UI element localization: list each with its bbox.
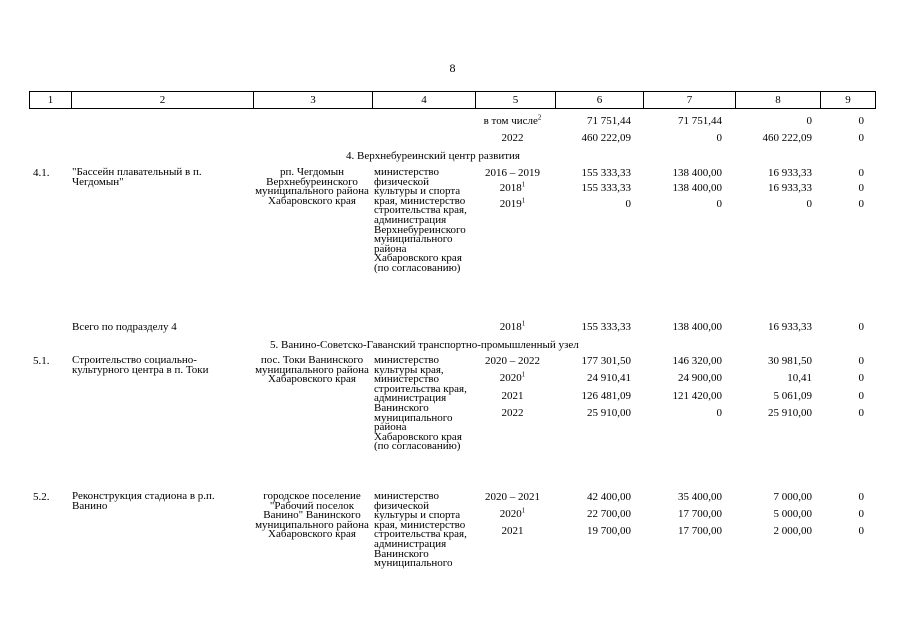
value-cell: 460 222,09 [762,132,812,144]
value-cell: 155 333,33 [581,167,631,179]
column-header: 8 [736,92,821,109]
value-cell: 0 [858,355,864,367]
value-cell: 10,41 [787,372,812,384]
value-cell: 138 400,00 [672,182,722,194]
value-cell: 30 981,50 [768,355,812,367]
value-cell: 460 222,09 [581,132,631,144]
item-executors: министерство физической культуры и спорта края, министерство строительства края, администрация Верхнебуреинского муниципального района Хабаровского края (по согласованию) [374,166,467,274]
column-header-row [29,91,876,109]
value-cell: 138 400,00 [672,167,722,179]
value-cell: 146 320,00 [672,355,722,367]
value-cell: 16 933,33 [768,321,812,333]
value-cell: 0 [625,198,631,210]
value-cell: 35 400,00 [678,491,722,503]
column-header: 9 [821,92,876,109]
period-cell: 2020$^1$ [499,370,526,384]
value-cell: 0 [858,372,864,384]
section-heading: 5. Ванино-Советско-Гаванский транспортно-промышленный узел [270,339,579,351]
column-header: 5 [476,92,556,109]
item-executors: министерство культуры края, министерство строительства края, администрация Ванинского муниципального района Хабаровского края (по согласованию) [374,354,467,453]
value-cell: 22 700,00 [587,508,631,520]
column-header: 6 [556,92,644,109]
period-cell: 2021 [501,525,524,537]
page-number: 8 [449,61,456,75]
value-cell: 0 [716,132,722,144]
item-executors: министерство физической культуры и спорта края, министерство строительства края, администрация Ванинского муниципального [374,490,467,570]
value-cell: 0 [806,198,812,210]
section-heading: 4. Верхнебуреинский центр развития [346,150,520,162]
value-cell: 0 [858,167,864,179]
period-cell: 2020 – 2021 [485,491,540,503]
period-cell: в том числе$^2$ [483,113,542,127]
value-cell: 5 061,09 [773,390,812,402]
value-cell: 16 933,33 [768,182,812,194]
period-cell: 2022 [501,407,524,419]
value-cell: 0 [858,132,864,144]
value-cell: 121 420,00 [672,390,722,402]
period-cell: 2020 – 2022 [485,355,540,367]
value-cell: 0 [858,182,864,194]
value-cell: 155 333,33 [581,321,631,333]
value-cell: 25 910,00 [587,407,631,419]
value-cell: 71 751,44 [678,115,722,127]
value-cell: 0 [858,508,864,520]
value-cell: 42 400,00 [587,491,631,503]
value-cell: 0 [858,491,864,503]
column-header: 1 [30,92,72,109]
column-header: 2 [72,92,254,109]
value-cell: 0 [858,407,864,419]
value-cell: 5 000,00 [773,508,812,520]
value-cell: 0 [716,407,722,419]
item-name: "Бассейн плавательный в п. Чегдомын" [72,166,202,188]
subtotal-label: Всего по подразделу 4 [72,321,177,333]
value-cell: 0 [806,115,812,127]
value-cell: 17 700,00 [678,525,722,537]
period-cell: 2020$^1$ [499,506,526,520]
item-name: Строительство социально-культурного центра в п. Токи [72,354,209,376]
value-cell: 71 751,44 [587,115,631,127]
value-cell: 138 400,00 [672,321,722,333]
column-header: 4 [373,92,476,109]
value-cell: 0 [858,115,864,127]
period-cell: 2018$^1$ [499,180,526,194]
value-cell: 0 [858,321,864,333]
value-cell: 25 910,00 [768,407,812,419]
value-cell: 24 910,41 [587,372,631,384]
period-cell: 2016 – 2019 [485,167,540,179]
value-cell: 24 900,00 [678,372,722,384]
value-cell: 0 [716,198,722,210]
column-header: 3 [254,92,373,109]
value-cell: 7 000,00 [773,491,812,503]
value-cell: 17 700,00 [678,508,722,520]
item-number: 5.2. [33,491,50,503]
value-cell: 2 000,00 [773,525,812,537]
item-number: 5.1. [33,355,50,367]
value-cell: 0 [858,198,864,210]
value-cell: 177 301,50 [581,355,631,367]
value-cell: 155 333,33 [581,182,631,194]
item-location: городское поселение "Рабочий поселок Ванино" Ванинского муниципального района Хабаровского края [255,490,369,541]
period-cell: 2019$^1$ [499,196,526,210]
item-name: Реконструкция стадиона в р.п. Ванино [72,490,215,512]
period-cell: 2021 [501,390,524,402]
item-location: пос. Токи Ванинского муниципального района Хабаровского края [255,354,369,386]
column-header: 7 [644,92,736,109]
value-cell: 16 933,33 [768,167,812,179]
value-cell: 126 481,09 [581,390,631,402]
period-cell: 2018$^1$ [499,319,526,333]
period-cell: 2022 [501,132,524,144]
value-cell: 0 [858,525,864,537]
value-cell: 19 700,00 [587,525,631,537]
item-location: рп. Чегдомын Верхнебуреинского муниципального района Хабаровского края [255,166,369,207]
item-number: 4.1. [33,167,50,179]
value-cell: 0 [858,390,864,402]
